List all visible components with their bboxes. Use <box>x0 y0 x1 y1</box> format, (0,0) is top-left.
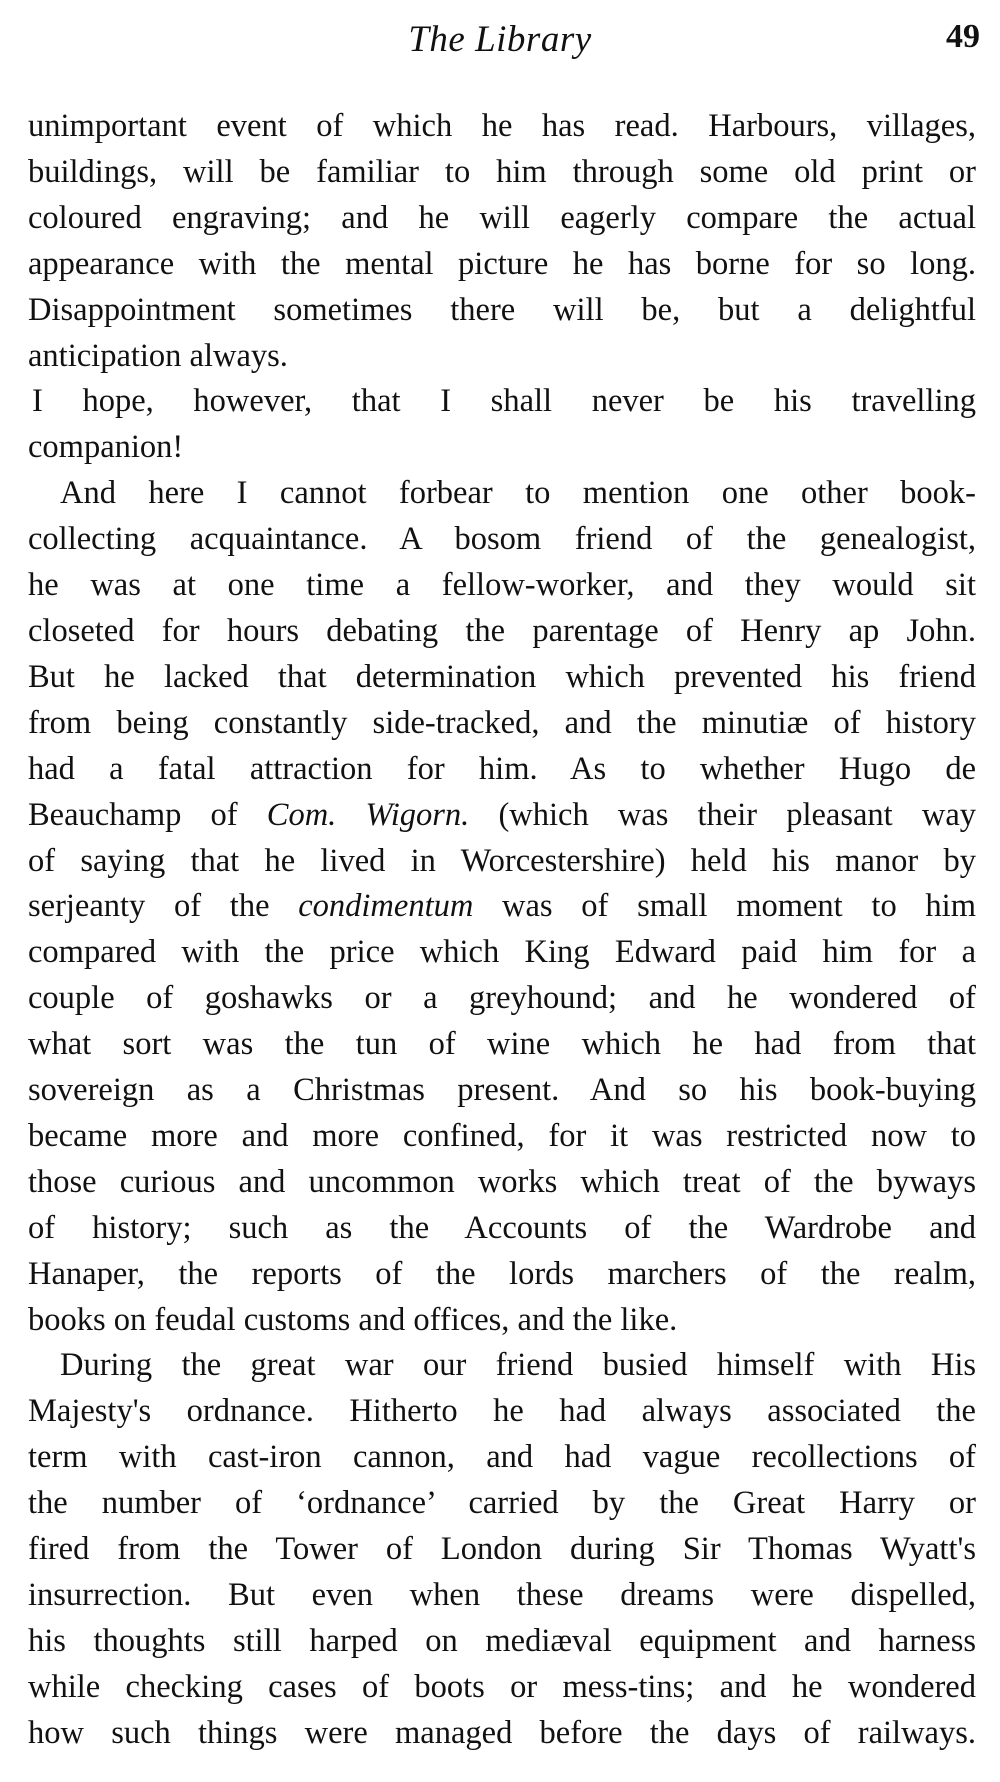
text-line: books on feudal customs and offices, and the like. <box>28 1301 678 1338</box>
paragraph <box>28 471 976 1343</box>
paragraph <box>28 1343 976 1756</box>
text-line: unimportant event of which he has read. Harbours, villages, <box>28 108 976 144</box>
text-line: became more and more confined, for it was restricted now to <box>28 1117 976 1154</box>
text-line: collecting acquaintance. A bosom friend of the genealogist, <box>28 521 976 558</box>
text-line: from being constantly side-tracked, and the minutiæ of history <box>28 704 976 741</box>
text-line: had a fatal attraction for him. As to whether Hugo de <box>28 750 976 787</box>
text-line: of history; such as the Accounts of the Wardrobe and <box>28 1209 976 1246</box>
text-line: his thoughts still harped on mediæval equipment and harness <box>28 1622 976 1659</box>
text-line: compared with the price which King Edward paid him for a <box>28 934 976 971</box>
text-line: Disappointment sometimes there will be, but a delightful <box>28 291 976 328</box>
text-line: of saying that he lived in Worcestershire) held his manor by <box>28 842 976 879</box>
paragraph <box>28 104 976 379</box>
text-line: while checking cases of boots or mess-tins; and he wondered <box>28 1668 976 1705</box>
text-line: insurrection. But even when these dreams were dispelled, <box>28 1577 976 1613</box>
text-line: those curious and uncommon works which treat of the byways <box>28 1163 976 1200</box>
text-line: appearance with the mental picture he has borne for so long. <box>28 245 976 282</box>
italic-phrase: Com. Wigorn. <box>266 796 470 833</box>
page-header <box>0 18 1000 68</box>
text-line: what sort was the tun of wine which he had from that <box>28 1026 976 1063</box>
text-line: anticipation always. <box>28 337 288 374</box>
text-line: Beauchamp of Com. Wigorn. (which was their pleasant way <box>28 796 977 833</box>
page-number: 49 <box>946 18 980 55</box>
italic-phrase: condimentum <box>298 888 474 925</box>
text-line: Majesty's ordnance. Hitherto he had always associated the <box>28 1393 976 1430</box>
text-line: he was at one time a fellow-worker, and they would sit <box>28 567 976 604</box>
text-line: sovereign as a Christmas present. And so his book-buying <box>28 1072 976 1109</box>
text-line: During the great war our friend busied himself with His <box>60 1347 976 1384</box>
text-line: I hope, however, that I shall never be his travelling <box>32 383 976 420</box>
running-title: The Library <box>408 19 592 60</box>
text-line: couple of goshawks or a greyhound; and he wondered of <box>28 980 976 1017</box>
text-line: serjeanty of the condimentum was of small moment to him <box>28 888 976 925</box>
text-line: And here I cannot forbear to mention one other book- <box>60 475 976 512</box>
text-line: the number of ‘ordnance’ carried by the Great Harry or <box>28 1485 976 1522</box>
text-line: buildings, will be familiar to him through some old print or <box>28 153 976 190</box>
text-line: how such things were managed before the days of railways. <box>28 1714 976 1751</box>
text-line: fired from the Tower of London during Sir Thomas Wyatt's <box>28 1531 976 1568</box>
text-line: term with cast-iron cannon, and had vague recollections of <box>28 1439 976 1476</box>
body-text <box>28 104 976 1757</box>
text-line: coloured engraving; and he will eagerly compare the actual <box>28 199 976 236</box>
text-line: companion! <box>28 429 184 466</box>
text-line: closeted for hours debating the parentage of Henry ap John. <box>28 612 976 649</box>
text-line: But he lacked that determination which prevented his friend <box>28 658 976 695</box>
paragraph <box>28 379 976 471</box>
text-line: Hanaper, the reports of the lords marchers of the realm, <box>28 1255 976 1292</box>
